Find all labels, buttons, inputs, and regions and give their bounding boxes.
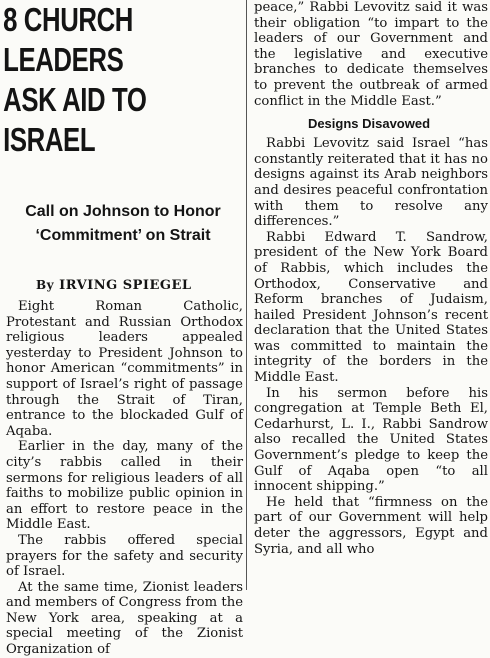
section-subhead: Designs Disavowed	[307, 116, 431, 132]
deck-subheadline: Call on Johnson to Honor ‘Commitment’ on Strait	[25, 203, 221, 244]
body-paragraph: Earlier in the day, many of the city’s rabbis called in their sermons for religious leaders of all faiths to mobilize public opinion in an effort to restore peace in the Middle East.	[6, 439, 243, 533]
body-paragraph: Rabbi Edward T. Sandrow, president of the New York Board of Rabbis, which includes the Orthodox, Conservative and Reform branches of Judaism, hailed President Johnson’s recent declaration that the United States was committed to maintain the integrity of the borders in the Middle East.	[254, 229, 488, 386]
headline	[0, 0, 246, 160]
headline-line-2: ASK AID TO ISRAEL	[3, 81, 147, 158]
byline	[36, 278, 246, 293]
body-paragraph: Rabbi Levovitz said Israel “has constantly reiterated that it has no designs against its Arab neighbors and desires peaceful confrontation with them to resolve any differences.”	[254, 136, 488, 230]
right-column	[248, 0, 490, 590]
headline-line-1: 8 CHURCH LEADERS	[3, 1, 134, 78]
continued-paragraph: peace,” Rabbi Levovitz said it was their obligation “to impart to the leaders of our Government and the legislative and executive branches to dedicate themselves to prevent the outbreak of armed conflict in the Middle East.”	[254, 0, 488, 109]
byline-prefix: By	[36, 278, 55, 292]
body-paragraph: The rabbis offered special prayers for the safety and security of Israel.	[6, 532, 243, 580]
body-paragraph: At the same time, Zionist leaders and members of Congress from the New York area, speaking at a special meeting of the Zionist Organization of	[6, 579, 243, 658]
column-rule	[246, 0, 247, 590]
body-paragraph: Eight Roman Catholic, Protestant and Russian Orthodox religious leaders appealed yesterday to President Johnson to honor American “commitments” in support of Israel’s right of passage through the Strait of Tiran, entrance to the blockaded Gulf of Aqaba.	[6, 299, 243, 439]
byline-name: IRVING SPIEGEL	[59, 278, 192, 293]
body-paragraph: In his sermon before his congregation at Temple Beth El, Cedarhurst, L. I., Rabbi Sandrow also recalled the United States Government’s pledge to keep the Gulf of Aqaba open “to all innocent shipping.”	[254, 385, 488, 495]
body-paragraph: He held that “firmness on the part of our Government will help deter the aggressors, Egypt and Syria, and all who	[254, 494, 488, 557]
